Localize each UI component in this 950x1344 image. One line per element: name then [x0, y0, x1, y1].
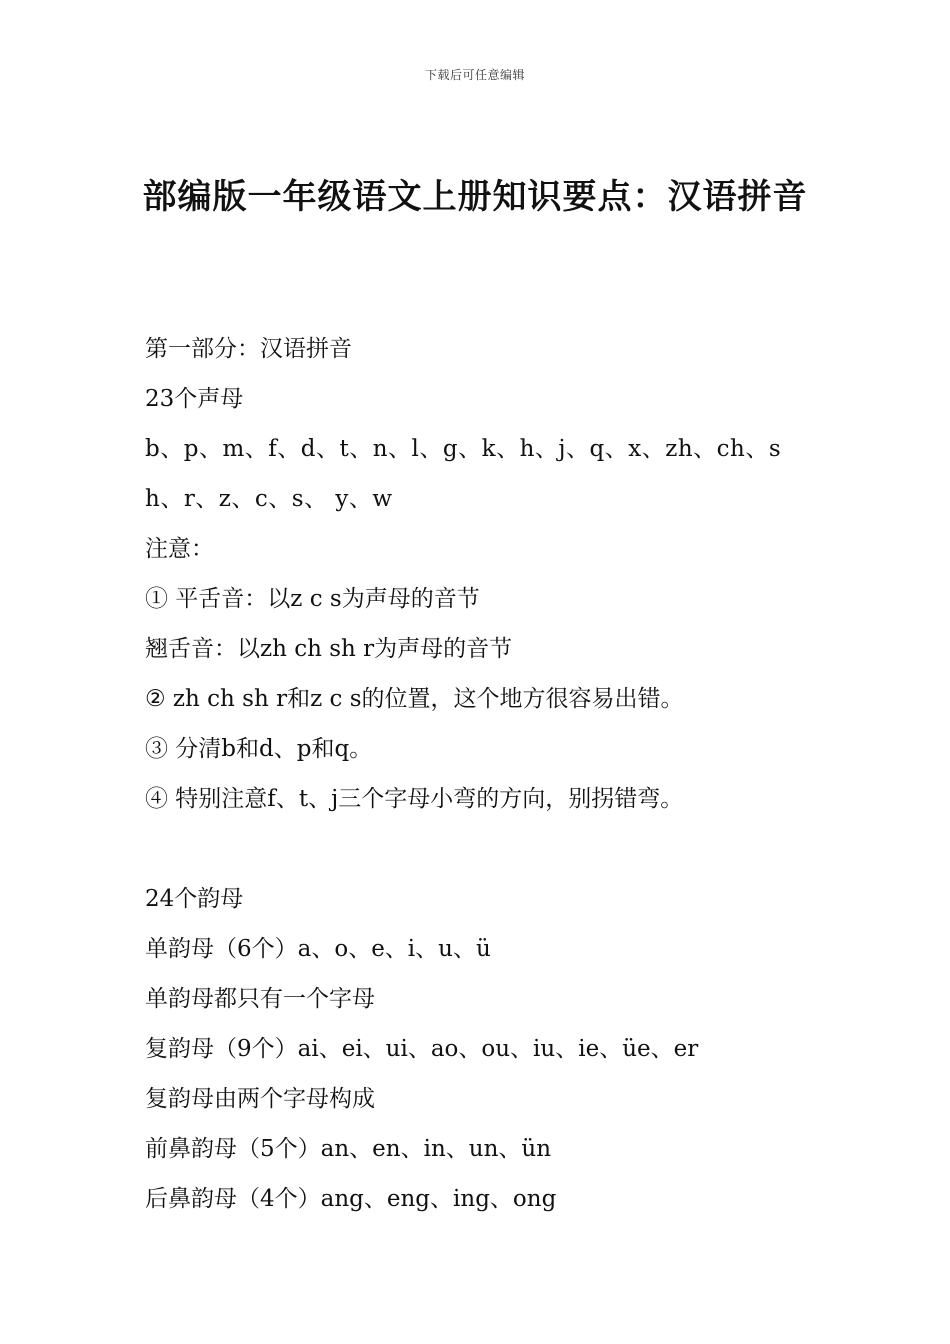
blank-line — [145, 824, 825, 874]
simple-finals: 单韵母（6个）a、o、e、i、u、ü — [145, 936, 491, 962]
note-curve-direction: ④ 特别注意f、t、j三个字母小弯的方向，别拐错弯。 — [145, 786, 684, 812]
initials-title: 23个声母 — [145, 386, 244, 412]
simple-finals-note: 单韵母都只有一个字母 — [145, 986, 375, 1012]
compound-finals-note: 复韵母由两个字母构成 — [145, 1086, 375, 1112]
section-heading: 第一部分：汉语拼音 — [145, 336, 352, 362]
note-distinguish: ③ 分清b和d、p和q。 — [145, 736, 373, 762]
initials-list-line-2: h、r、z、c、s、 y、w — [145, 486, 393, 512]
compound-finals: 复韵母（9个）ai、ei、ui、ao、ou、iu、ie、üe、er — [145, 1036, 699, 1062]
document-body — [145, 324, 825, 1224]
initials-list-line-1: b、p、m、f、d、t、n、l、g、k、h、j、q、x、zh、ch、s — [145, 436, 782, 462]
note-curled-tongue: 翘舌音：以zh ch sh r为声母的音节 — [145, 636, 513, 662]
back-nasal-finals: 后鼻韵母（4个）ang、eng、ing、ong — [145, 1186, 557, 1212]
note-flat-tongue: ① 平舌音：以z c s为声母的音节 — [145, 586, 480, 612]
document-title: 部编版一年级语文上册知识要点：汉语拼音 — [142, 177, 808, 217]
front-nasal-finals: 前鼻韵母（5个）an、en、in、un、ün — [145, 1136, 552, 1162]
note-position: ② zh ch sh r和z c s的位置，这个地方很容易出错。 — [145, 686, 684, 712]
header-note: 下载后可任意编辑 — [424, 68, 525, 82]
notes-label: 注意： — [145, 536, 214, 562]
finals-title: 24个韵母 — [145, 886, 244, 912]
